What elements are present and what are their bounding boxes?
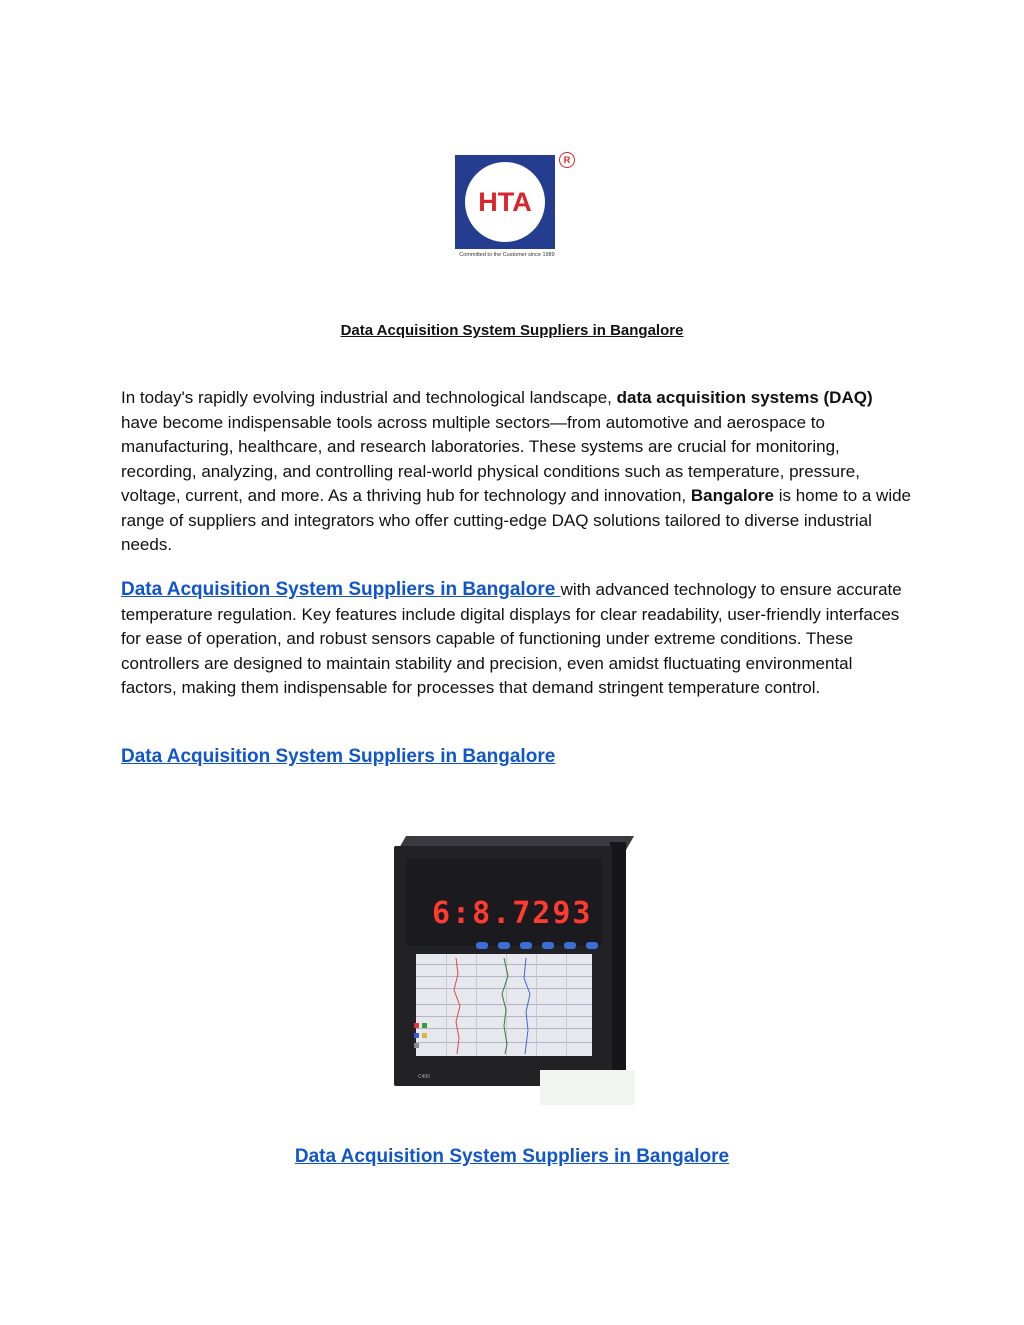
logo-circle	[465, 162, 545, 242]
device-button	[520, 942, 532, 949]
registered-trademark-icon: R	[559, 152, 575, 168]
intro-bold-bangalore: Bangalore	[690, 486, 774, 505]
device-pen-indicators	[412, 1021, 430, 1051]
footer-link-wrapper	[0, 1146, 1024, 1168]
logo-badge	[455, 155, 555, 249]
suppliers-inline-link[interactable]: Data Acquisition System Suppliers in Bangalore	[121, 579, 561, 600]
device-display-panel	[406, 858, 602, 946]
device-button-row	[476, 942, 598, 949]
intro-text-3: is home to a wide range of suppliers and integrators who offer cutting-edge DAQ solutions tailored to diverse industrial needs.	[121, 486, 912, 554]
logo-text: HTA	[478, 186, 532, 217]
document-title: Data Acquisition System Suppliers in Bangalore	[340, 322, 684, 339]
features-paragraph	[121, 578, 911, 701]
device-button	[476, 942, 488, 949]
company-logo	[455, 152, 577, 264]
device-button	[586, 942, 598, 949]
device-button	[498, 942, 510, 949]
intro-text-2: have become indispensable tools across multiple sectors—from automotive and aerospace to manufacturing, healthcare, and research laboratories. These systems are crucial for monitoring, recording, analyzing, and controlling real-world physical conditions such as temperature, pressure, voltage, current, and more. As a thriving hub for technology and innovation,	[121, 412, 860, 505]
device-button	[542, 942, 554, 949]
intro-bold-daq: data acquisition systems (DAQ)	[616, 388, 873, 407]
intro-paragraph	[121, 386, 911, 558]
device-backdrop	[540, 1070, 635, 1105]
suppliers-heading-link[interactable]: Data Acquisition System Suppliers in Bangalore	[121, 746, 556, 767]
device-side-face	[610, 842, 626, 1074]
chart-recorder-image	[390, 832, 635, 1107]
device-led-digits: 6:8.7293	[432, 896, 593, 931]
device-button	[564, 942, 576, 949]
logo-tagline: Committed to the Customer since 1989	[459, 252, 555, 258]
device-chart-traces	[416, 954, 592, 1056]
device-front-panel	[394, 846, 612, 1086]
intro-text-1: In today's rapidly evolving industrial and technological landscape,	[121, 388, 617, 407]
device-model-label: C400	[418, 1074, 430, 1080]
suppliers-footer-link[interactable]: Data Acquisition System Suppliers in Bangalore	[294, 1146, 730, 1167]
device-chart-paper	[416, 954, 592, 1056]
features-text: with advanced technology to ensure accurate temperature regulation. Key features include digital displays for clear readability, user-friendly interfaces for ease of operation, and robust sensors capable of functioning under extreme conditions. These controllers are designed to maintain stability and precision, even amidst fluctuating environmental factors, making them indispensable for processes that demand stringent temperature control.	[121, 580, 902, 697]
